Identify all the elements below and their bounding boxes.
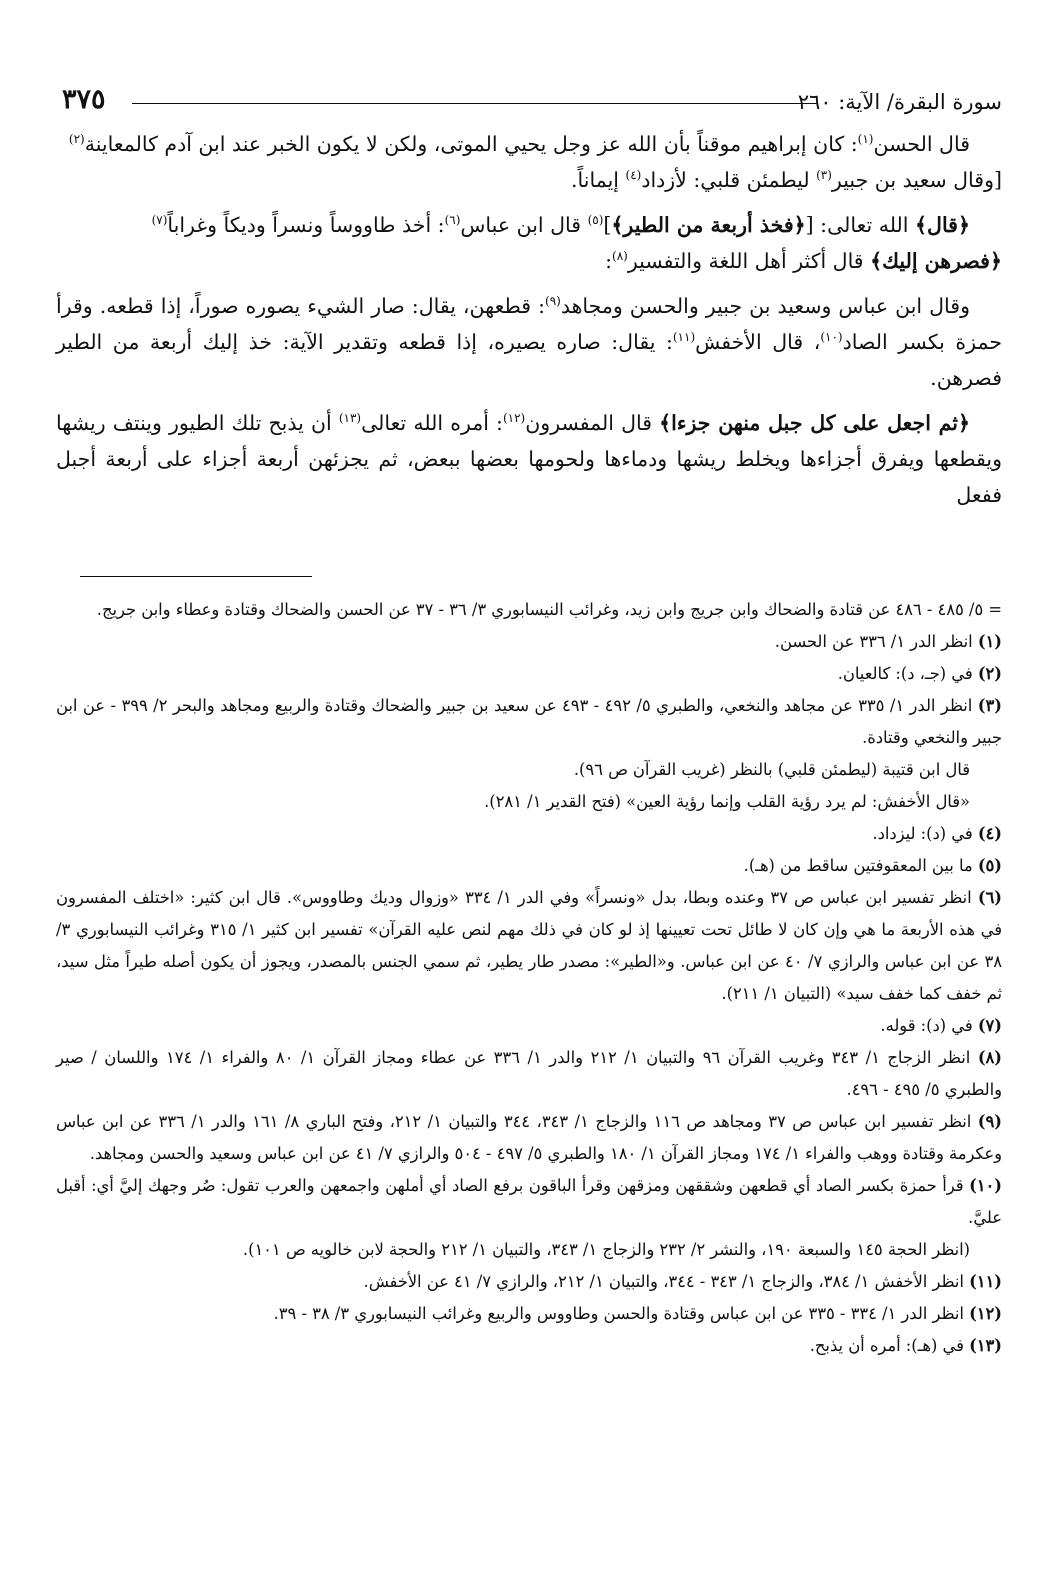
footnote-number: (٢) [977,664,1002,683]
footnote-continuation: = ٥/ ٤٨٥ - ٤٨٦ عن قتادة والضحاك وابن جريج وابن زيد، وغرائب النيسابوري ٣/ ٣٦ - ٣٧ عن الحسن والضحاك وقتادة وعطاء وابن جريج. [96,600,1002,619]
footnote-number: (٥) [977,856,1002,875]
footnote-ref: (٨) [612,249,628,264]
page-number: ٣٧٥ [62,84,106,115]
text-run: قال ابن عباس [460,213,588,237]
text-run: إيماناً. [571,168,626,192]
text-run: : قطعهن، يقال: صار الشيء يصوره صوراً، إذا قطعه. وقرأ حمزة بكسر الصاد [56,294,1002,354]
text-run: ، قال الأخفش [695,330,821,354]
footnote-ref: (١٣) [338,411,362,426]
footnote-number: (٨) [977,1048,1003,1067]
text-run: الله تعالى: [ [805,213,916,237]
quran-phrase: ﴿فصرهن إليك﴾ [870,249,1002,273]
footnote-ref: (٦) [444,213,461,228]
footnote-number: (١٠) [969,1176,1002,1195]
footnote-text: انظر الدر ١/ ٣٣٤ - ٣٣٥ عن ابن عباس وقتادة والحسن وطاووس والربيع وغرائب النيسابوري ٣/ ٣٨ - ٣٩. [273,1304,970,1323]
footnote-6 [56,882,1002,1010]
footnote-ref: (٤) [625,168,642,183]
paragraph-4 [56,405,1002,513]
text-run: [وقال سعيد بن جبير [831,168,1002,192]
quran-phrase: ﴿فخذ أربعة من الطير﴾ [611,213,806,237]
text-run: قال الحسن [873,132,970,156]
footnote-number: (٤) [977,824,1002,843]
text-run: : أمره الله تعالى [361,411,503,435]
footnote-text: ما بين المعقوفتين ساقط من (هـ). [743,856,978,875]
footnote-ref: (١١) [672,330,696,345]
text-run: : أخذ طاووساً ونسراً وديكاً وغراباً [167,213,445,237]
footnote-text: انظر تفسير ابن عباس ص ٣٧ وعنده وبطا، بدل «ونسراً» وفي الدر ١/ ٣٣٤ «وزوال وديك وطاووس». قال ابن كثير: «اختلف المفسرون في هذه الأربعة ما هي وإن كان لا طائل تحت تعيينها إذ لو كان في ذلك مهم لنص عليه القرآن» تفسير ابن كثير ١/ ٣١٥ وغرائب النيسابوري ٣/ ٣٨ عن ابن عباس والرازي ٧/ ٤٠ عن ابن عباس. و«الطير»: مصدر طار يطير، ثم سمي الجنس بالمصدر، ويجوز أن يكون أصله طيراً مثل سيد، ثم خفف كما خفف سيد» (التبيان ١/ ٢١١). [56,888,1002,1003]
footnote-number: (٩) [977,1112,1002,1131]
footnote-number: (١٣) [969,1336,1002,1355]
quran-phrase: ﴿قال﴾ [915,213,970,237]
footnote-12 [56,1298,1002,1330]
footnote-text: في (د): ليزداد. [872,824,978,843]
footnote-5 [56,850,1002,882]
footnote-8 [56,1042,1002,1106]
footnote-ref: (١٢) [502,411,526,426]
text-run: أن يذبح تلك الطيور وينتف ريشها ويقطعها ويفرق أجزاءها ويخلط ريشها ودماءها ولحومها بعضها ببعض، ثم يجزئهن أربعة أجزاء على أربعة أجبل ففعل [56,411,1002,507]
footnote-text: انظر الزجاج ١/ ٣٤٣ وغريب القرآن ٩٦ والتبيان ١/ ٢١٢ والدر ١/ ٣٣٦ عن عطاء ومجاز القرآن ١/ ٨٠ والفراء ١/ ١٧٤ واللسان / صير والطبري ٥/ ٤٩٥ - ٤٩٦. [56,1048,1002,1099]
footnotes [56,594,1002,1362]
footnote-number: (١١) [969,1272,1002,1291]
paragraph-1 [56,126,1002,198]
footnote-2 [56,658,1002,690]
text-run: ليطمئن قلبي: لأزداد [641,168,817,192]
footnote-text: انظر الدر ١/ ٣٣٦ عن الحسن. [774,632,978,651]
footnote-ref: (٣) [816,168,832,183]
text-run: قال المفسرون [525,411,660,435]
footnote-11 [56,1266,1002,1298]
footnote-text: في (جـ، د): كالعيان. [837,664,978,683]
footnote-ref: (٥) [587,213,604,228]
text-run: : يقال: صاره يصيره، إذا قطعه وتقدير الآية: خذ إليك أربعة من الطير فصرهن. [56,330,1002,390]
main-text [56,126,1002,522]
footnote-ref: (١) [857,132,874,147]
footnote-3-quote: «قال الأخفش: لم يرد رؤية القلب وإنما رؤية العين» (فتح القدير ١/ ٢٨١). [484,792,970,811]
footnote-3-note: قال ابن قتيبة (ليطمئن قلبي) بالنظر (غريب القرآن ص ٩٦). [573,760,970,779]
footnote-text: انظر الدر ١/ ٣٣٥ عن مجاهد والنخعي، والطبري ٥/ ٤٩٢ - ٤٩٣ عن سعيد بن جبير والضحاك وقتادة والربيع ومجاهد والبحر ٢/ ٣٩٩ - عن ابن جبير والنخعي وقتادة. [56,696,1002,747]
footnote-10 [56,1170,1002,1234]
text-run: قال أكثر أهل اللغة والتفسير [627,249,871,273]
footnote-text: قرأ حمزة بكسر الصاد أي قطعهن وشققهن ومزقهن وقرأ الباقون برفع الصاد أي أملهن واجمعهن والعرب تقول: صُر وجهك إليَّ أي: أقبل عليَّ. [56,1176,1002,1227]
footnote-text: انظر تفسير ابن عباس ص ٣٧ ومجاهد ص ١١٦ والزجاج ١/ ٣٤٣، ٣٤٤ والتبيان ١/ ٢١٢، وفتح الباري ٨/ ١٦١ والدر ١/ ٣٣٦ عن ابن عباس وعكرمة وقتادة ووهب والفراء ١/ ١٧٤ ومجاز القرآن ١/ ١٨٠ والطبري ٥/ ٤٩٧ - ٥٠٤ والرازي ٧/ ٤١ عن ابن عباس وسعيد والحسن ومجاهد. [56,1112,1002,1163]
footnote-text: انظر الأخفش ١/ ٣٨٤، والزجاج ١/ ٣٤٣ - ٣٤٤، والتبيان ١/ ٢١٢، والرازي ٧/ ٤١ عن الأخفش. [363,1272,970,1291]
footnote-13 [56,1330,1002,1362]
paragraph-2 [56,207,1002,279]
running-title: سورة البقرة/ الآية: ٢٦٠ [797,90,1002,114]
footnote-ref: (٢) [68,132,85,147]
footnote-separator [80,576,312,577]
quran-phrase: ﴿ثم اجعل على كل جبل منهن جزءا﴾ [659,411,970,435]
footnote-number: (٧) [977,1016,1002,1035]
footnote-1 [56,626,1002,658]
footnote-text: في (هـ): أمره أن يذبح. [809,1336,970,1355]
footnote-number: (١) [977,632,1002,651]
footnote-ref: (١٠) [820,330,843,345]
running-header [62,84,1002,124]
text-run: ] [603,213,612,237]
footnote-7 [56,1010,1002,1042]
footnote-ref: (٧) [151,213,168,228]
footnote-3 [56,690,1002,754]
footnote-text: في (د): قوله. [880,1016,978,1035]
footnote-ref: (٩) [545,294,561,309]
header-rule [132,103,817,104]
footnote-9 [56,1106,1002,1170]
footnote-10-refs: (انظر الحجة ١٤٥ والسبعة ١٩٠، والنشر ٢/ ٢٣٢ والزجاج ١/ ٣٤٣، والتبيان ١/ ٢١٢ والحجة لابن خالويه ص ١٠١). [242,1240,970,1259]
footnote-4 [56,818,1002,850]
paragraph-3 [56,288,1002,396]
footnote-number: (٣) [977,696,1002,715]
text-run: : [605,249,612,273]
text-run: : كان إبراهيم موقناً بأن الله عز وجل يحيي الموتى، ولكن لا يكون الخبر عند ابن آدم كالمعاينة [84,132,858,156]
footnote-number: (٦) [977,888,1002,907]
footnote-number: (١٢) [969,1304,1002,1323]
text-run: وقال ابن عباس وسعيد بن جبير والحسن ومجاهد [560,294,970,318]
